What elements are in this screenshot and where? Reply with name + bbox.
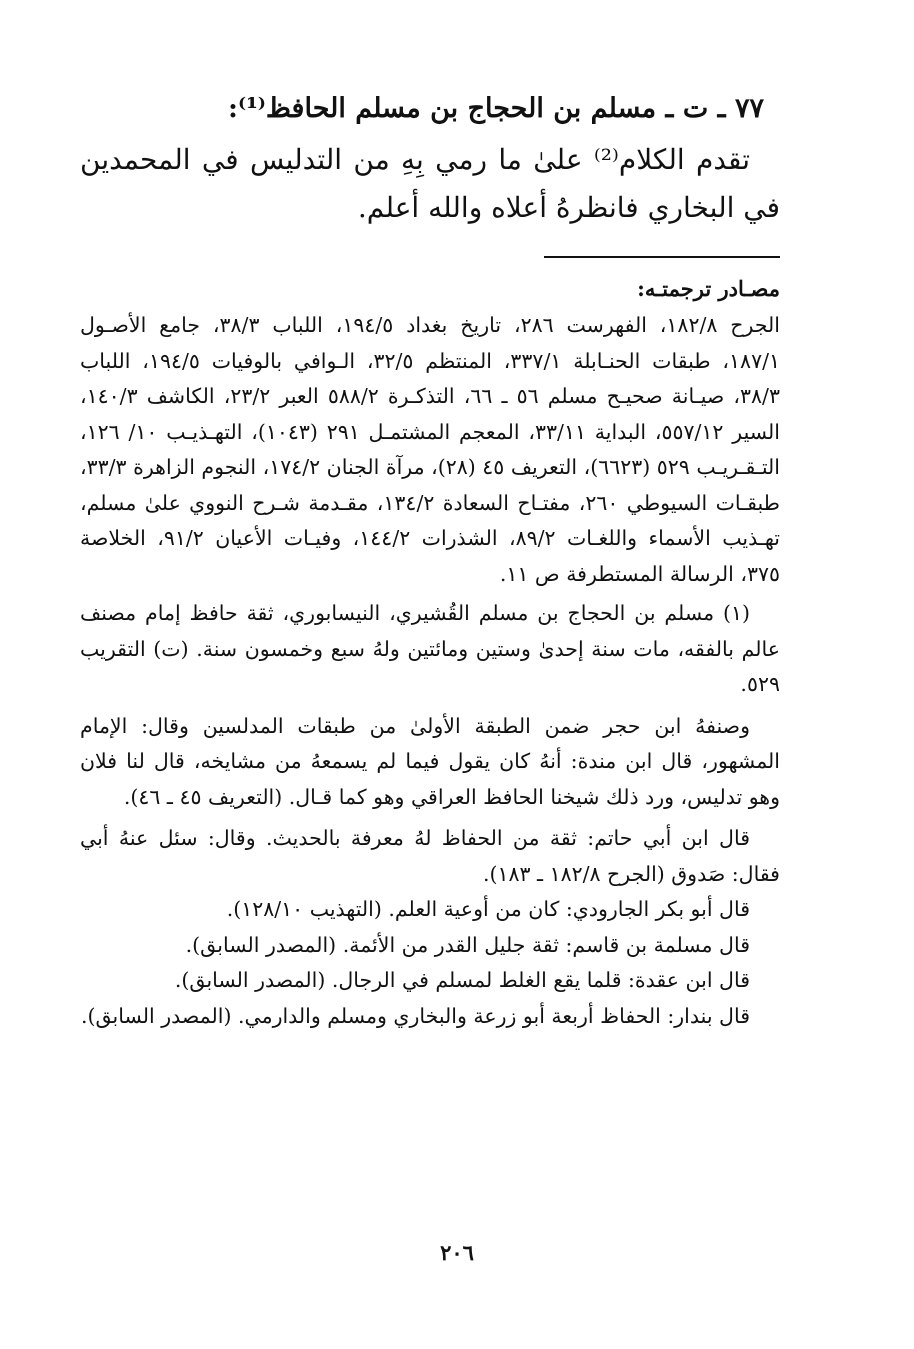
footnote-paragraph: قال مسلمة بن قاسم: ثقة جليل القدر من الأئمة. (المصدر السابق). <box>185 932 750 957</box>
footnote-paragraph: قال أبو بكر الجارودي: كان من أوعية العلم. (التهذيب ١٢٨/١٠). <box>226 897 750 921</box>
separator-rule <box>544 256 780 258</box>
footnote-paragraph: قال ابن أبي حاتم: ثقة من الحفاظ لهُ معرفة بالحديث. وقال: سئل عنهُ أبي فقال: صَدوق (الجرح ١٨٢/٨ ـ ١٨٣). <box>80 826 780 886</box>
footnote-paragraph: وصنفهُ ابن حجر ضمن الطبقة الأولىٰ من طبقات المدلسين وقال: الإمام المشهور، قال ابن مندة: أنهُ كان يقول فيما لم يسمعهُ من مشايخه، قال لنا فلان وهو تدليس، ورد ذلك شيخنا الحافظ العراقي وهو كما قـال. (التعريف ٤٥ ـ ٤٦). <box>80 713 780 809</box>
footnote-paragraph: قال بندار: الحفاظ أربعة أبو زرعة والبخاري ومسلم والدارمي. (المصدر السابق). <box>80 1003 750 1028</box>
page-number: ٢٠٦ <box>440 1240 474 1265</box>
footnote-paragraph: قال ابن عقدة: قلما يقع الغلط لمسلم في الرجال. (المصدر السابق). <box>174 968 750 992</box>
page-content <box>80 86 780 1034</box>
footnote-1: (١) مسلم بن الحجاج بن مسلم القُشيري، النيسابوري، ثقة حافظ إمام مصنف عالم بالفقه، مات سنة إحدىٰ وستين ومائتين ولهُ سبع وخمسون سنة. (ت) التقريب ٥٢٩. <box>80 601 780 696</box>
sources-heading: مصـادر ترجمتـه: <box>637 276 780 301</box>
sources-list: الجرح ١٨٢/٨، الفهرست ٢٨٦، تاريخ بغداد ١٩٤/٥، اللباب ٣٨/٣، جامع الأصـول ١٨٧/١، طبقات الحنـابلة ٣٣٧/١، المنتظم ٣٢/٥، الـوافي بالوفيات ١٩٤/٥، اللباب ٣٨/٣، صيـانة صحيـح مسلم ٥٦ ـ ٦٦، التذكـرة ٥٨٨/٢ العبر ٢٣/٢، الكاشف ١٤٠/٣، السير ٥٥٧/١٢، البداية ٣٣/١١، المعجم المشتمـل ٢٩١ (١٠٤٣)، التهـذيـب ١٠/ ١٢٦، التـقـريـب ٥٢٩ (٦٦٢٣)، التعريف ٤٥ (٢٨)، مرآة الجنان ١٧٤/٢، النجوم الزاهرة ٣٣/٣، طبقـات السيوطي ٢٦٠، مفتـاح السعادة ١٣٤/٢، مقـدمة شـرح النووي علىٰ مسلم، تهـذيب الأسماء واللغـات ٨٩/٢، الشذرات ١٤٤/٢، وفيـات الأعيان ٩١/٢، الخلاصة ٣٧٥، الرسالة المستطرفة ص ١١. <box>80 313 780 586</box>
entry-body: تقدم الكلام⁽²⁾ علىٰ ما رمي بِهِ من التدليس في المحمدين في البخاري فانظرهُ أعلاه والله أعلم. <box>80 143 780 224</box>
entry-title: ٧٧ ـ ت ـ مسلم بن الحجاج بن مسلم الحافظ⁽¹⁾: <box>228 93 764 124</box>
